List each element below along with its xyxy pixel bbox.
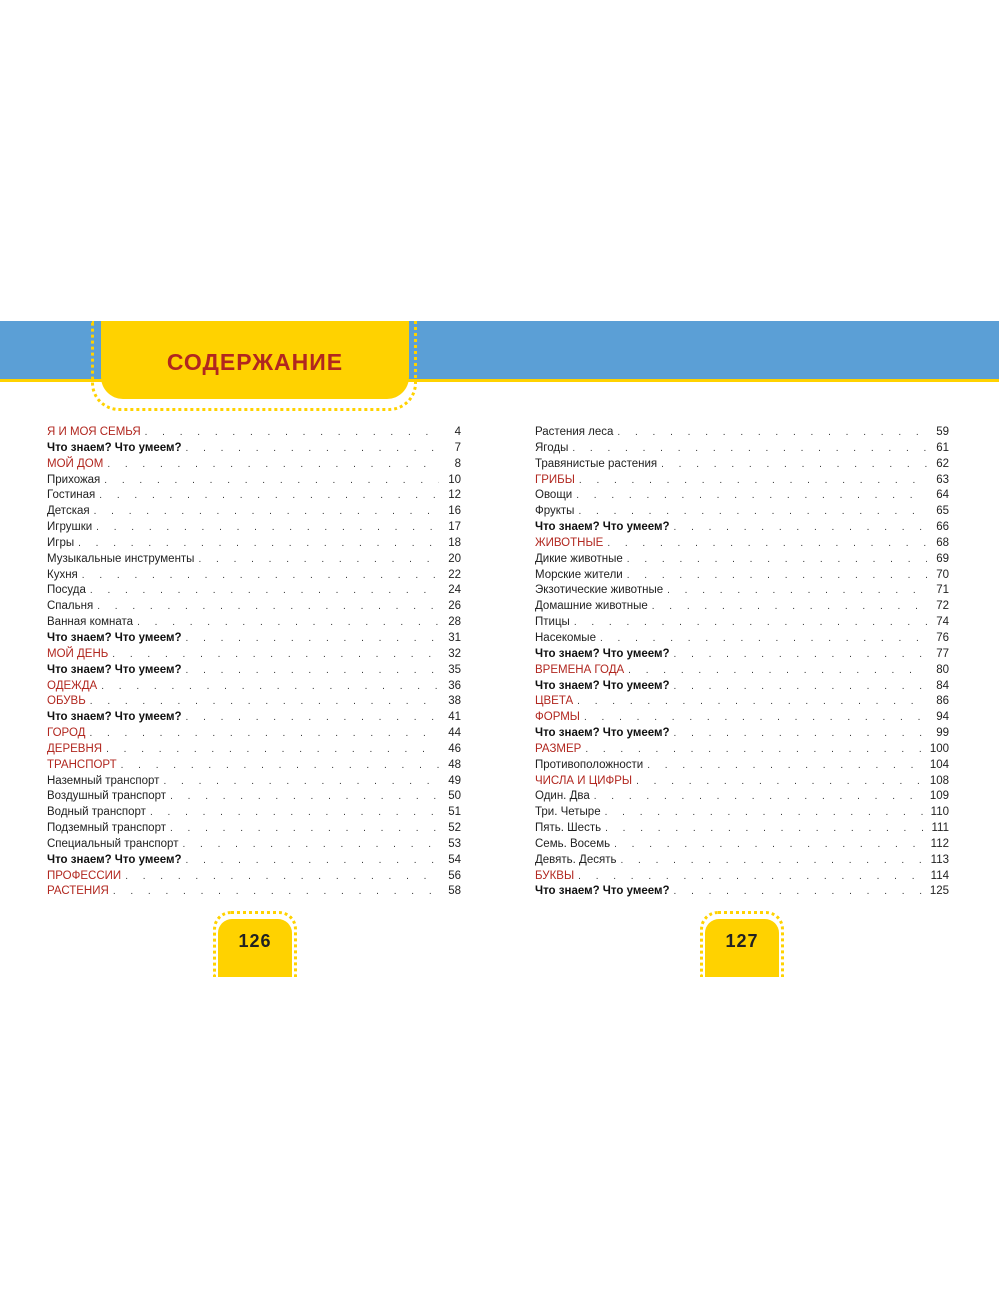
toc-entry-page: 76 xyxy=(936,631,949,644)
toc-entry xyxy=(47,805,461,821)
toc-entry-page: 69 xyxy=(936,552,949,565)
toc-entry xyxy=(47,837,461,853)
toc-entry xyxy=(47,663,461,679)
toc-entry-label: Экзотические животные xyxy=(535,584,664,597)
dot-leader xyxy=(636,774,926,790)
page-title: СОДЕРЖАНИЕ xyxy=(166,349,344,375)
toc-entry-page: 64 xyxy=(936,489,949,502)
toc-entry-page: 100 xyxy=(929,742,949,755)
dot-leader xyxy=(647,758,926,774)
toc-entry-label: Овощи xyxy=(535,489,573,502)
dot-leader xyxy=(628,663,927,679)
toc-entry-label: Девять. Десять xyxy=(535,853,617,866)
toc-entry xyxy=(47,504,461,520)
toc-entry xyxy=(535,568,949,584)
dot-leader xyxy=(617,425,927,441)
toc-entry xyxy=(535,457,949,473)
toc-entry-label: Детская xyxy=(47,505,90,518)
dot-leader xyxy=(674,884,926,900)
toc-entry-label: Морские жители xyxy=(535,568,623,581)
toc-entry-label: Что знаем? Что умеем? xyxy=(535,647,670,660)
toc-entry xyxy=(47,615,461,631)
toc-entry xyxy=(535,504,949,520)
dot-leader xyxy=(89,726,439,742)
toc-entry-label: ВРЕМЕНА ГОДА xyxy=(535,663,625,676)
toc-entry-page: 41 xyxy=(448,711,461,724)
toc-entry-label: Кухня xyxy=(47,568,78,581)
toc-entry xyxy=(535,536,949,552)
toc-entry-page: 77 xyxy=(936,647,949,660)
dot-leader xyxy=(94,504,439,520)
toc-entry xyxy=(535,742,949,758)
toc-entry-label: Музыкальные инструменты xyxy=(47,552,195,565)
toc-entry-label: Пять. Шесть xyxy=(535,822,602,835)
dot-leader xyxy=(186,441,439,457)
toc-entry-label: Я И МОЯ СЕМЬЯ xyxy=(47,426,141,438)
toc-entry-page: 63 xyxy=(936,473,949,486)
toc-entry-label: Птицы xyxy=(535,616,570,629)
toc-entry-page: 31 xyxy=(448,631,461,644)
toc-entry xyxy=(47,884,461,900)
toc-entry-page: 4 xyxy=(454,426,461,438)
toc-entry-label: ГРИБЫ xyxy=(535,473,575,486)
toc-entry-page: 53 xyxy=(448,837,461,850)
toc-entry xyxy=(535,552,949,568)
toc-entry-label: Что знаем? Что умеем? xyxy=(535,885,670,898)
dot-leader xyxy=(577,694,927,710)
toc-entry-label: Домашние животные xyxy=(535,600,648,613)
toc-entry xyxy=(535,583,949,599)
toc-entry-page: 49 xyxy=(448,774,461,787)
toc-entry xyxy=(535,599,949,615)
toc-entry-label: Водный транспорт xyxy=(47,806,146,819)
toc-entry-label: Ванная комната xyxy=(47,616,134,629)
toc-entry-page: 12 xyxy=(448,489,461,502)
toc-entry-page: 48 xyxy=(448,758,461,771)
dot-leader xyxy=(574,615,927,631)
dot-leader xyxy=(605,821,927,837)
toc-entry-label: Игры xyxy=(47,536,75,549)
toc-entry-page: 50 xyxy=(448,790,461,803)
toc-entry-label: Что знаем? Что умеем? xyxy=(535,679,670,692)
toc-entry xyxy=(47,473,461,489)
toc-entry-label: Что знаем? Что умеем? xyxy=(47,711,182,724)
dot-leader xyxy=(97,599,439,615)
dot-leader xyxy=(674,647,927,663)
toc-entry-label: Подземный транспорт xyxy=(47,822,166,835)
toc-entry-label: Что знаем? Что умеем? xyxy=(47,663,182,676)
toc-entry-label: Спальня xyxy=(47,600,94,613)
dot-leader xyxy=(125,869,439,885)
dot-leader xyxy=(607,536,927,552)
toc-entry-label: МОЙ ДОМ xyxy=(47,457,104,470)
toc-entry-page: 86 xyxy=(936,695,949,708)
toc-entry-label: Травянистые растения xyxy=(535,457,658,470)
dot-leader xyxy=(572,441,927,457)
toc-entry-label: ЖИВОТНЫЕ xyxy=(535,536,604,549)
toc-entry-page: 99 xyxy=(936,727,949,740)
toc-entry xyxy=(47,647,461,663)
toc-entry-page: 112 xyxy=(930,837,949,850)
dot-leader xyxy=(186,663,439,679)
dot-leader xyxy=(620,853,926,869)
toc-entry-label: ОДЕЖДА xyxy=(47,679,98,692)
toc-entry-label: Что знаем? Что умеем? xyxy=(535,521,670,534)
toc-entry-page: 66 xyxy=(936,521,949,534)
toc-entry xyxy=(535,710,949,726)
toc-entry xyxy=(47,774,461,790)
toc-entry-page: 17 xyxy=(448,521,461,534)
dot-leader xyxy=(674,520,927,536)
toc-entry-page: 51 xyxy=(448,806,461,819)
toc-entry-page: 44 xyxy=(448,727,461,740)
toc-entry-label: Что знаем? Что умеем? xyxy=(47,853,182,866)
dot-leader xyxy=(182,837,439,853)
toc-entry-label: ГОРОД xyxy=(47,727,86,740)
dot-leader xyxy=(170,821,439,837)
dot-leader xyxy=(585,742,926,758)
toc-entry xyxy=(535,837,949,853)
toc-entry-page: 109 xyxy=(929,790,949,803)
toc-entry xyxy=(47,694,461,710)
toc-entry xyxy=(47,568,461,584)
dot-leader xyxy=(579,473,927,489)
dot-leader xyxy=(78,536,439,552)
toc-entry-page: 80 xyxy=(936,663,949,676)
toc-entry xyxy=(47,488,461,504)
toc-entry-label: Специальный транспорт xyxy=(47,837,179,850)
toc-entry-page: 65 xyxy=(936,505,949,518)
toc-right-column xyxy=(535,425,949,900)
toc-entry-label: Наземный транспорт xyxy=(47,774,160,787)
toc-entry-page: 125 xyxy=(929,885,949,898)
toc-entry xyxy=(47,789,461,805)
toc-entry-page: 36 xyxy=(448,679,461,692)
toc-entry-page: 84 xyxy=(936,679,949,692)
toc-entry xyxy=(535,473,949,489)
toc-entry xyxy=(535,805,949,821)
toc-entry-label: Семь. Восемь xyxy=(535,837,611,850)
toc-entry xyxy=(47,679,461,695)
dot-leader xyxy=(652,599,927,615)
toc-entry xyxy=(535,488,949,504)
toc-entry-page: 8 xyxy=(454,457,461,470)
toc-entry xyxy=(535,758,949,774)
toc-entry-label: ПРОФЕССИИ xyxy=(47,869,122,882)
toc-entry-label: Что знаем? Что умеем? xyxy=(47,631,182,644)
dot-leader xyxy=(614,837,927,853)
toc-entry xyxy=(535,869,949,885)
dot-leader xyxy=(101,679,439,695)
toc-entry-page: 35 xyxy=(448,663,461,676)
toc-entry xyxy=(535,615,949,631)
toc-entry-page: 110 xyxy=(930,806,949,819)
toc-entry xyxy=(535,774,949,790)
dot-leader xyxy=(186,853,439,869)
toc-entry xyxy=(535,789,949,805)
toc-entry-label: Растения леса xyxy=(535,426,614,438)
toc-entry xyxy=(47,599,461,615)
toc-entry xyxy=(535,821,949,837)
dot-leader xyxy=(137,615,439,631)
dot-leader xyxy=(605,805,927,821)
toc-entry xyxy=(47,710,461,726)
toc-entry-label: Насекомые xyxy=(535,631,596,644)
dot-leader xyxy=(661,457,927,473)
toc-entry xyxy=(47,758,461,774)
toc-entry-page: 28 xyxy=(448,616,461,629)
toc-entry-page: 59 xyxy=(936,426,949,438)
dot-leader xyxy=(674,726,927,742)
toc-entry xyxy=(535,520,949,536)
toc-entry-page: 56 xyxy=(448,869,461,882)
toc-entry-page: 62 xyxy=(936,457,949,470)
toc-entry xyxy=(47,520,461,536)
toc-entry xyxy=(535,647,949,663)
toc-entry-label: Посуда xyxy=(47,584,86,597)
toc-entry-page: 114 xyxy=(930,869,949,882)
toc-entry-page: 111 xyxy=(931,822,949,835)
toc-entry-label: Три. Четыре xyxy=(535,806,601,819)
toc-entry xyxy=(535,679,949,695)
toc-entry xyxy=(47,536,461,552)
toc-entry-page: 70 xyxy=(936,568,949,581)
dot-leader xyxy=(82,568,439,584)
dot-leader xyxy=(627,568,927,584)
toc-entry-label: Прихожая xyxy=(47,473,101,486)
dot-leader xyxy=(104,473,439,489)
toc-entry-page: 22 xyxy=(448,568,461,581)
left-page-number: 126 xyxy=(218,919,292,977)
toc-entry-label: Воздушный транспорт xyxy=(47,790,167,803)
toc-entry-label: РАЗМЕР xyxy=(535,742,582,755)
toc-entry-page: 46 xyxy=(448,742,461,755)
dot-leader xyxy=(594,789,926,805)
dot-leader xyxy=(106,742,439,758)
toc-entry-label: ФОРМЫ xyxy=(535,711,580,724)
toc-entry-page: 7 xyxy=(454,441,461,454)
toc-entry-label: ТРАНСПОРТ xyxy=(47,758,117,771)
toc-entry xyxy=(47,583,461,599)
dot-leader xyxy=(113,884,439,900)
toc-entry-page: 104 xyxy=(929,758,949,771)
toc-entry-page: 20 xyxy=(448,552,461,565)
toc-entry-label: Фрукты xyxy=(535,505,575,518)
book-spread xyxy=(0,321,1000,981)
dot-leader xyxy=(107,457,439,473)
toc-entry-page: 26 xyxy=(448,600,461,613)
toc-entry-page: 52 xyxy=(448,822,461,835)
dot-leader xyxy=(674,679,927,695)
toc-entry xyxy=(47,441,461,457)
toc-entry xyxy=(535,441,949,457)
toc-entry xyxy=(47,821,461,837)
toc-entry-label: Один. Два xyxy=(535,790,590,803)
toc-entry-label: Гостиная xyxy=(47,489,96,502)
toc-entry xyxy=(47,552,461,568)
toc-entry-label: ОБУВЬ xyxy=(47,695,86,708)
toc-entry xyxy=(535,726,949,742)
dot-leader xyxy=(90,694,439,710)
toc-entry xyxy=(47,457,461,473)
toc-entry-page: 94 xyxy=(936,711,949,724)
right-page-number: 127 xyxy=(705,919,779,977)
toc-entry xyxy=(47,869,461,885)
toc-entry xyxy=(535,694,949,710)
dot-leader xyxy=(198,552,439,568)
toc-left-column xyxy=(47,425,461,900)
dot-leader xyxy=(186,710,439,726)
toc-entry-page: 74 xyxy=(936,616,949,629)
dot-leader xyxy=(112,647,439,663)
toc-entry xyxy=(47,742,461,758)
dot-leader xyxy=(170,789,439,805)
toc-entry xyxy=(535,425,949,441)
toc-entry-page: 72 xyxy=(936,600,949,613)
dot-leader xyxy=(584,710,927,726)
dot-leader xyxy=(145,425,439,441)
toc-entry-label: Что знаем? Что умеем? xyxy=(535,727,670,740)
dot-leader xyxy=(600,631,927,647)
toc-entry-label: РАСТЕНИЯ xyxy=(47,885,109,898)
toc-entry-page: 38 xyxy=(448,695,461,708)
toc-entry-page: 24 xyxy=(448,584,461,597)
dot-leader xyxy=(627,552,927,568)
dot-leader xyxy=(96,520,439,536)
dot-leader xyxy=(578,504,927,520)
toc-entry-label: Ягоды xyxy=(535,441,569,454)
toc-entry-label: ДЕРЕВНЯ xyxy=(47,742,103,755)
toc-entry xyxy=(535,663,949,679)
dot-leader xyxy=(667,583,927,599)
toc-entry xyxy=(47,853,461,869)
toc-entry-page: 113 xyxy=(930,853,949,866)
toc-entry-page: 54 xyxy=(448,853,461,866)
toc-entry-label: Противоположности xyxy=(535,758,644,771)
toc-entry-label: Что знаем? Что умеем? xyxy=(47,441,182,454)
toc-entry xyxy=(535,853,949,869)
dot-leader xyxy=(99,488,439,504)
toc-entry-page: 32 xyxy=(448,647,461,660)
toc-entry-page: 58 xyxy=(448,885,461,898)
dot-leader xyxy=(90,583,439,599)
toc-entry xyxy=(535,884,949,900)
toc-entry-page: 18 xyxy=(448,536,461,549)
toc-entry xyxy=(535,631,949,647)
toc-entry-page: 71 xyxy=(936,584,949,597)
toc-entry-label: БУКВЫ xyxy=(535,869,575,882)
toc-entry-page: 108 xyxy=(929,774,949,787)
dot-leader xyxy=(186,631,439,647)
toc-entry-page: 16 xyxy=(448,505,461,518)
toc-entry-page: 68 xyxy=(936,536,949,549)
dot-leader xyxy=(576,488,927,504)
toc-entry-label: ЦВЕТА xyxy=(535,695,574,708)
toc-entry-page: 61 xyxy=(936,441,949,454)
toc-entry-label: Игрушки xyxy=(47,521,93,534)
toc-entry xyxy=(47,425,461,441)
dot-leader xyxy=(150,805,439,821)
dot-leader xyxy=(578,869,927,885)
toc-entry xyxy=(47,726,461,742)
dot-leader xyxy=(163,774,439,790)
toc-entry xyxy=(47,631,461,647)
toc-entry-page: 10 xyxy=(448,473,461,486)
toc-entry-label: МОЙ ДЕНЬ xyxy=(47,647,109,660)
dot-leader xyxy=(121,758,439,774)
toc-entry-label: Дикие животные xyxy=(535,552,623,565)
toc-entry-label: ЧИСЛА И ЦИФРЫ xyxy=(535,774,633,787)
